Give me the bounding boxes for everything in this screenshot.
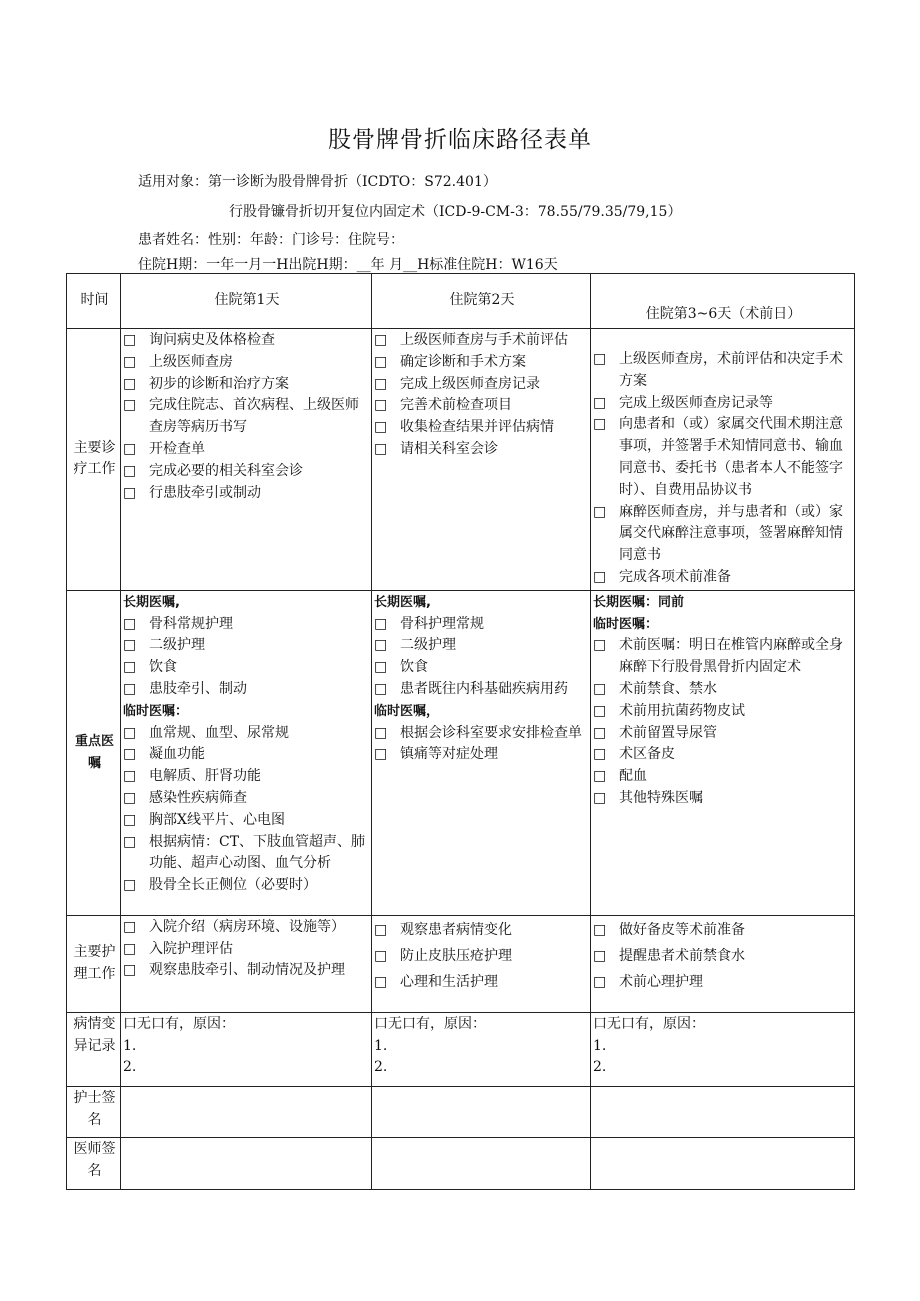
variance-item-2: 2. xyxy=(123,1059,137,1076)
checklist-item-text: 完成必要的相关科室会诊 xyxy=(149,462,303,479)
checklist-item xyxy=(123,679,371,701)
variance-day1 xyxy=(121,1012,372,1086)
checklist-item-text: 二级护理 xyxy=(400,637,456,654)
col-header-day2: 住院第2天 xyxy=(372,274,591,329)
checklist-item xyxy=(593,701,854,723)
checklist-item-text: 收集检查结果并评估病情 xyxy=(400,419,554,436)
checkbox[interactable]: □ xyxy=(593,921,607,938)
checklist-item-text: 完成各项术前准备 xyxy=(619,568,731,585)
checklist-item-text: 完成上级医师查房记录 xyxy=(400,375,540,392)
checklist-item-text: 术前留置导尿管 xyxy=(619,724,717,741)
checklist-item xyxy=(374,969,590,995)
checkbox[interactable]: □ xyxy=(374,440,388,457)
checklist-item-text: 凝血功能 xyxy=(149,746,205,763)
checklist-item-text: 感染性疾病筛查 xyxy=(149,789,247,806)
doctor-signature-row xyxy=(67,1137,855,1189)
checklist-item xyxy=(374,417,590,439)
checklist-item xyxy=(123,939,371,961)
variance-item-2: 2. xyxy=(593,1059,607,1076)
row-label-variance: 病情变异记录 xyxy=(67,1012,121,1086)
temporary-orders-day2 xyxy=(374,723,590,767)
checklist-item-text: 患者既往内科基础疾病用药 xyxy=(400,680,568,697)
checklist-item xyxy=(123,917,371,939)
checkbox[interactable]: □ xyxy=(123,440,137,457)
checkbox[interactable]: □ xyxy=(123,833,137,850)
checklist-item-text: 镇痛等对症处理 xyxy=(400,746,498,763)
procedure-line: 行股骨镰骨折切开复位内固定术（ICD-9-CM-3：78.55/79.35/79,15） xyxy=(229,204,682,220)
checklist-item xyxy=(593,635,854,679)
long-term-orders-label: 长期医嘱, xyxy=(123,594,180,610)
checklist-item xyxy=(374,917,590,943)
checklist-item xyxy=(593,393,854,415)
checklist-item-text: 开检查单 xyxy=(149,440,205,457)
nurse-signature-day1[interactable] xyxy=(121,1086,372,1137)
checkbox[interactable]: □ xyxy=(123,746,137,763)
checklist-item xyxy=(123,635,371,657)
checklist-item-text: 术前禁食、禁水 xyxy=(619,680,717,697)
temporary-orders-day3 xyxy=(593,635,854,809)
doctor-signature-day3[interactable] xyxy=(591,1137,855,1189)
checkbox[interactable]: □ xyxy=(123,789,137,806)
checklist-item-text: 电解质、肝肾功能 xyxy=(149,768,261,785)
checkbox[interactable]: □ xyxy=(593,724,607,741)
checkbox[interactable]: □ xyxy=(593,680,607,697)
checklist-item xyxy=(123,352,371,374)
checkbox[interactable]: □ xyxy=(374,659,388,676)
variance-item-2: 2. xyxy=(374,1059,388,1076)
checkbox[interactable]: □ xyxy=(123,615,137,632)
checkbox[interactable]: □ xyxy=(123,484,137,501)
col-header-day1: 住院第1天 xyxy=(121,274,372,329)
checklist-item xyxy=(123,395,371,439)
clinical-pathway-table xyxy=(66,273,855,1190)
checkbox[interactable]: □ xyxy=(123,375,137,392)
checkbox[interactable]: □ xyxy=(374,419,388,436)
checklist-item-text: 血常规、血型、尿常规 xyxy=(149,724,289,741)
checkbox[interactable]: □ xyxy=(374,332,388,348)
page-title: 股骨牌骨折临床路径表单 xyxy=(328,127,592,153)
checklist-item xyxy=(593,349,854,393)
checkbox[interactable]: □ xyxy=(123,462,137,479)
checkbox[interactable]: □ xyxy=(593,973,607,990)
checklist-item-text: 术前用抗菌药物皮试 xyxy=(619,702,745,719)
checklist-item xyxy=(123,614,371,636)
nursing-row xyxy=(67,915,855,1012)
checklist-item xyxy=(123,810,371,832)
checklist-item-text: 患肢牵引、制动 xyxy=(149,680,247,697)
checklist-item-text: 术前医嘱：明日在椎管内麻醉或全身麻醉下行股骨黑骨折内固定术 xyxy=(619,637,843,676)
checklist-item-text: 根据病情：CT、下肢血管超声、肺功能、超声心动图、血气分析 xyxy=(149,833,366,872)
orders-row xyxy=(67,590,855,915)
checklist-item xyxy=(374,614,590,636)
temporary-orders-label: 临时医嘱： xyxy=(123,703,189,719)
col-header-time: 时间 xyxy=(67,274,121,329)
variance-line: 口无口有，原因： xyxy=(593,1015,705,1032)
checklist-item xyxy=(123,483,371,505)
checklist-item xyxy=(123,657,371,679)
nurse-signature-day2[interactable] xyxy=(372,1086,591,1137)
checklist-item xyxy=(123,875,371,897)
checkbox[interactable]: □ xyxy=(123,353,137,370)
checkbox[interactable]: □ xyxy=(593,637,607,654)
checklist-item-text: 上级医师查房，术前评估和决定手术方案 xyxy=(619,351,843,389)
checklist-item xyxy=(123,374,371,396)
checkbox[interactable]: □ xyxy=(374,973,388,990)
main-work-day2 xyxy=(372,329,591,591)
nursing-day2 xyxy=(372,915,591,1012)
row-label-orders: 重点医嘱 xyxy=(67,590,121,915)
checklist-item xyxy=(593,744,854,766)
variance-item-1: 1. xyxy=(593,1037,607,1054)
variance-day2 xyxy=(372,1012,591,1086)
checklist-item-text: 心理和生活护理 xyxy=(400,973,498,990)
checklist-item-text: 胸部X线平片、心电图 xyxy=(149,811,285,828)
checklist-item-text: 入院护理评估 xyxy=(149,940,233,957)
checkbox[interactable]: □ xyxy=(593,416,607,433)
checkbox[interactable]: □ xyxy=(593,394,607,411)
checklist-item-text: 请相关科室会诊 xyxy=(400,440,498,457)
nursing-day3 xyxy=(591,915,855,1012)
checklist-item-text: 做好备皮等术前准备 xyxy=(619,921,745,938)
checklist-item xyxy=(374,744,590,766)
checkbox[interactable]: □ xyxy=(593,789,607,806)
checklist-item xyxy=(593,679,854,701)
checklist-item xyxy=(123,744,371,766)
checkbox[interactable]: □ xyxy=(374,724,388,741)
checklist-item xyxy=(593,917,854,943)
checkbox[interactable]: □ xyxy=(593,351,607,367)
checklist-item-text: 饮食 xyxy=(149,659,177,676)
checkbox[interactable]: □ xyxy=(123,397,137,414)
checkbox[interactable]: □ xyxy=(123,962,137,979)
checkbox[interactable]: □ xyxy=(123,940,137,957)
nurse-signature-row xyxy=(67,1086,855,1137)
checklist-item-text: 配血 xyxy=(619,768,647,785)
checkbox[interactable]: □ xyxy=(593,503,607,520)
variance-line: 口无口有，原因： xyxy=(123,1015,235,1032)
checklist-item-text: 上级医师查房与手术前评估 xyxy=(400,332,568,348)
checklist-item-text: 其他特殊医嘱 xyxy=(619,789,703,806)
checklist-item xyxy=(374,395,590,417)
variance-day3 xyxy=(591,1012,855,1086)
checklist-item xyxy=(593,943,854,969)
checklist-item xyxy=(593,788,854,810)
long-term-orders-day2 xyxy=(374,614,590,701)
long-term-orders-day1 xyxy=(123,614,371,701)
checklist-item xyxy=(593,969,854,995)
checkbox[interactable]: □ xyxy=(123,811,137,828)
applicable-subject: 适用对象：第一诊断为股骨牌骨折（ICDTO：S72.401） xyxy=(138,174,497,190)
row-label-nurse-sign: 护士签名 xyxy=(67,1086,121,1137)
checkbox[interactable]: □ xyxy=(123,680,137,697)
checkbox[interactable]: □ xyxy=(374,921,388,938)
checklist-item-text: 术区备皮 xyxy=(619,746,675,763)
checklist-item xyxy=(123,766,371,788)
main-work-day3 xyxy=(591,329,855,591)
checklist-item-text: 向患者和（或）家属交代围术期注意事项，并签署手术知情同意书、输血同意书、委托书（患者本人不能签字时）、自费用品协议书 xyxy=(619,416,843,498)
doctor-signature-day2[interactable] xyxy=(372,1137,591,1189)
row-label-doctor-sign: 医师签名 xyxy=(67,1137,121,1189)
long-term-orders-label: 长期医嘱：同前 xyxy=(593,594,685,610)
checklist-item xyxy=(123,960,371,982)
checklist-item xyxy=(374,657,590,679)
checkbox[interactable]: □ xyxy=(123,877,137,894)
checkbox[interactable]: □ xyxy=(123,659,137,676)
checklist-item-text: 完成住院志、首次病程、上级医师查房等病历书写 xyxy=(149,397,359,436)
checklist-item xyxy=(593,502,854,567)
checklist-item xyxy=(374,439,590,461)
checkbox[interactable]: □ xyxy=(374,680,388,697)
checkbox[interactable]: □ xyxy=(374,746,388,763)
checkbox[interactable]: □ xyxy=(123,637,137,654)
checklist-item-text: 观察患者病情变化 xyxy=(400,921,512,938)
checklist-item xyxy=(374,723,590,745)
col-header-day3: 住院第3~6天（术前日） xyxy=(591,274,855,329)
checklist-item-text: 观察患肢牵引、制动情况及护理 xyxy=(149,962,345,979)
variance-item-1: 1. xyxy=(374,1037,388,1054)
checkbox[interactable]: □ xyxy=(593,947,607,964)
checklist-item-text: 饮食 xyxy=(400,659,428,676)
checkbox[interactable]: □ xyxy=(593,702,607,719)
checklist-item-text: 根据会诊科室要求安排检查单 xyxy=(400,724,582,741)
checkbox[interactable]: □ xyxy=(374,615,388,632)
nursing-day1 xyxy=(121,915,372,1012)
checkbox[interactable]: □ xyxy=(123,724,137,741)
checklist-item-text: 股骨全长正侧位（必要时） xyxy=(149,877,317,894)
orders-day3 xyxy=(591,590,855,915)
checklist-item xyxy=(374,943,590,969)
variance-line: 口无口有，原因： xyxy=(374,1015,486,1032)
variance-item-1: 1. xyxy=(123,1037,137,1054)
doctor-signature-day1[interactable] xyxy=(121,1137,372,1189)
checklist-item-text: 二级护理 xyxy=(149,637,205,654)
checkbox[interactable]: □ xyxy=(123,918,137,935)
checkbox[interactable]: □ xyxy=(123,768,137,785)
checklist-item-text: 询问病史及体格检查 xyxy=(149,332,275,348)
checklist-item xyxy=(593,766,854,788)
checkbox[interactable]: □ xyxy=(123,332,137,348)
checkbox[interactable]: □ xyxy=(593,568,607,585)
checklist-item-text: 麻醉医师查房，并与患者和（或）家属交代麻醉注意事项，签署麻醉知情同意书 xyxy=(619,503,843,564)
checklist-item-text: 提醒患者术前禁食水 xyxy=(619,947,745,964)
checklist-item xyxy=(374,635,590,657)
checklist-item xyxy=(123,461,371,483)
checklist-item xyxy=(374,330,590,352)
checklist-item-text: 初步的诊断和治疗方案 xyxy=(149,375,289,392)
checklist-item xyxy=(123,723,371,745)
nurse-signature-day3[interactable] xyxy=(591,1086,855,1137)
row-label-nursing: 主要护理工作 xyxy=(67,915,121,1012)
checklist-item xyxy=(593,723,854,745)
checklist-item-text: 上级医师查房 xyxy=(149,353,233,370)
checklist-item xyxy=(593,414,854,501)
checklist-item-text: 完成上级医师查房记录等 xyxy=(619,394,773,411)
checklist-item-text: 防止皮肤压疮护理 xyxy=(400,947,512,964)
temporary-orders-label: 临时医嘱： xyxy=(593,616,659,632)
header-row xyxy=(67,274,855,329)
checklist-item xyxy=(123,439,371,461)
checklist-item xyxy=(593,567,854,589)
checklist-item-text: 术前心理护理 xyxy=(619,973,703,990)
admission-dates-line: 住院H期：一年一月一H出院H期：__年 月__H标准住院H：W16天 xyxy=(138,257,558,273)
checklist-item xyxy=(123,832,371,876)
checklist-item xyxy=(374,679,590,701)
checkbox[interactable]: □ xyxy=(593,746,607,763)
temporary-orders-label: 临时医嘱， xyxy=(374,703,440,719)
main-work-day1 xyxy=(121,329,372,591)
checklist-item-text: 入院介绍（病房环境、设施等） xyxy=(149,918,345,935)
checklist-item-text: 完善术前检查项目 xyxy=(400,397,512,414)
orders-day1 xyxy=(121,590,372,915)
row-label-main-work: 主要诊疗工作 xyxy=(67,329,121,591)
checklist-item-text: 骨科护理常规 xyxy=(400,615,484,632)
checklist-item-text: 骨科常规护理 xyxy=(149,615,233,632)
checklist-item-text: 行患肢牵引或制动 xyxy=(149,484,261,501)
checklist-item-text: 确定诊断和手术方案 xyxy=(400,353,526,370)
checklist-item xyxy=(374,352,590,374)
checkbox[interactable]: □ xyxy=(593,768,607,785)
checkbox[interactable]: □ xyxy=(374,947,388,964)
temporary-orders-day1 xyxy=(123,723,371,897)
checkbox[interactable]: □ xyxy=(374,637,388,654)
checklist-item xyxy=(123,330,371,352)
checkbox[interactable]: □ xyxy=(374,353,388,370)
long-term-orders-label: 长期医嘱, xyxy=(374,594,431,610)
patient-info-line: 患者姓名：性别：年龄：门诊号：住院号： xyxy=(138,232,404,248)
checkbox[interactable]: □ xyxy=(374,397,388,414)
main-work-row xyxy=(67,329,855,591)
checkbox[interactable]: □ xyxy=(374,375,388,392)
checklist-item xyxy=(374,374,590,396)
orders-day2 xyxy=(372,590,591,915)
variance-row xyxy=(67,1012,855,1086)
checklist-item xyxy=(123,788,371,810)
